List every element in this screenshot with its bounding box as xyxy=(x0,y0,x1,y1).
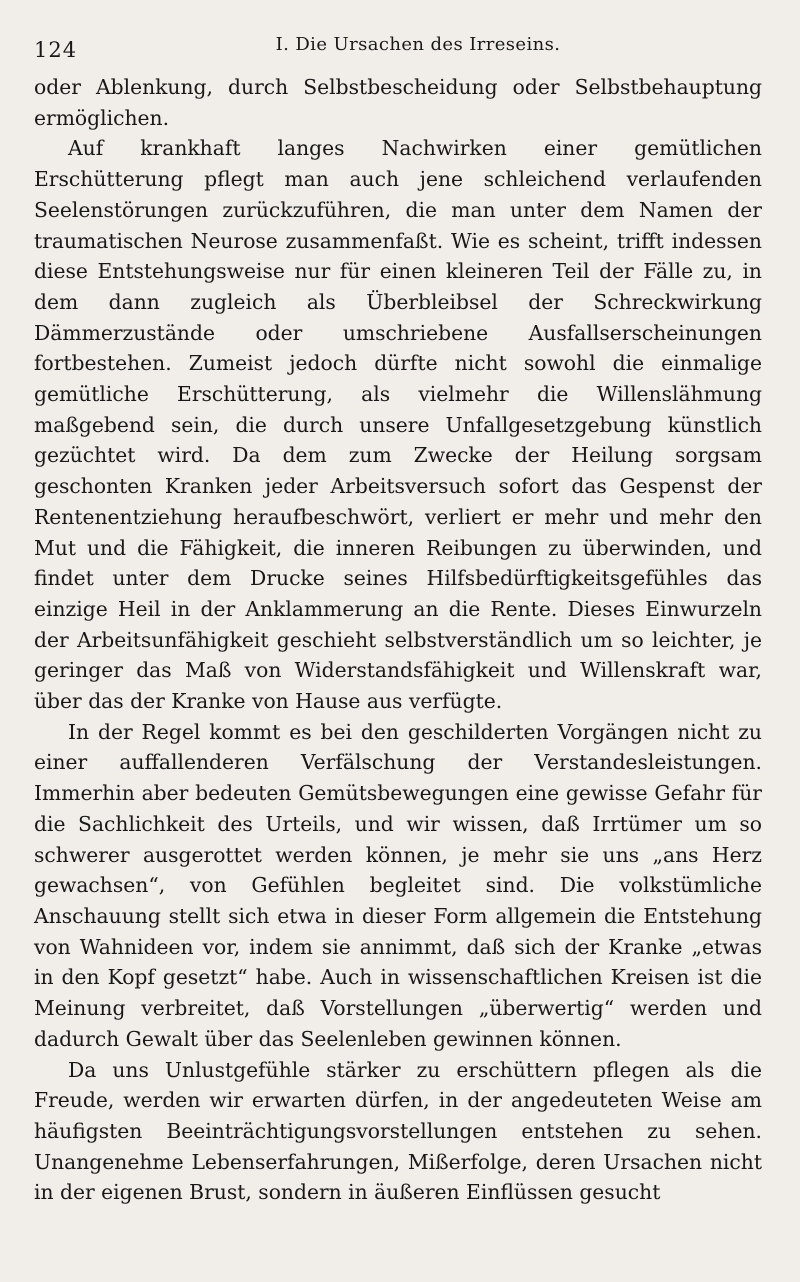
running-head xyxy=(34,32,762,66)
paragraph-continuation: oder Ablenkung, durch Selbstbescheidung oder Selbstbehauptung ermöglichen. xyxy=(34,75,762,130)
paragraph: Da uns Unlustgefühle stärker zu erschüttern pflegen als die Freude, werden wir erwarten dürfen, in der angedeuteten Weise am häufigsten Beeinträchtigungsvorstellungen entstehen zu sehen. Unangenehme Lebenserfahrungen, Mißerfolge, deren Ursachen nicht in der eigenen Brust, sondern in äußeren Einflüssen gesucht xyxy=(34,1057,762,1205)
paragraph: Auf krankhaft langes Nachwirken einer gemütlichen Erschütterung pflegt man auch jene schleichend verlaufenden Seelenstörungen zurückzuführen, die man unter dem Namen der traumatischen Neurose zusammenfaßt. Wie es scheint, trifft indessen diese Entstehungsweise nur für einen kleineren Teil der Fälle zu, in dem dann zugleich als Überbleibsel der Schreckwirkung Dämmerzustände oder umschriebene Ausfallserscheinungen fortbestehen. Zumeist jedoch dürfte nicht sowohl die einmalige gemütliche Erschütterung, als vielmehr die Willenslähmung maßgebend sein, die durch unsere Unfallgesetzgebung künstlich gezüchtet wird. Da dem zum Zwecke der Heilung sorgsam geschonten Kranken jeder Arbeitsversuch sofort das Gespenst der Rentenentziehung heraufbeschwört, verliert er mehr und mehr den Mut und die Fähigkeit, die inneren Reibungen zu überwinden, und findet unter dem Drucke seines Hilfsbedürftigkeitsgefühles das einzige Heil in der Anklammerung an die Rente. Dieses Einwurzeln der Arbeitsunfähigkeit geschieht selbstverständlich um so leichter, je geringer das Maß von Widerstandsfähigkeit und Willenskraft war, über das der Kranke von Hause aus verfügte. xyxy=(34,136,762,714)
paragraph: In der Regel kommt es bei den geschilderten Vorgängen nicht zu einer auffallenderen Verfälschung der Verstandesleistungen. Immerhin aber bedeuten Gemütsbewegungen eine gewisse Gefahr für die Sachlichkeit des Urteils, und wir wissen, daß Irrtümer um so schwerer ausgerottet werden können, je mehr sie uns „ans Herz gewachsen“, von Gefühlen begleitet sind. Die volkstümliche Anschauung stellt sich etwa in dieser Form allgemein die Entstehung von Wahnideen vor, indem sie annimmt, daß sich der Kranke „etwas in den Kopf gesetzt“ habe. Auch in wissenschaftlichen Kreisen ist die Meinung verbreitet, daß Vorstellungen „überwertig“ werden und dadurch Gewalt über das Seelenleben gewinnen können. xyxy=(34,719,762,1051)
body-text xyxy=(34,72,762,1208)
running-title: I. Die Ursachen des Irreseins. xyxy=(275,34,561,55)
page-number: 124 xyxy=(34,38,78,62)
